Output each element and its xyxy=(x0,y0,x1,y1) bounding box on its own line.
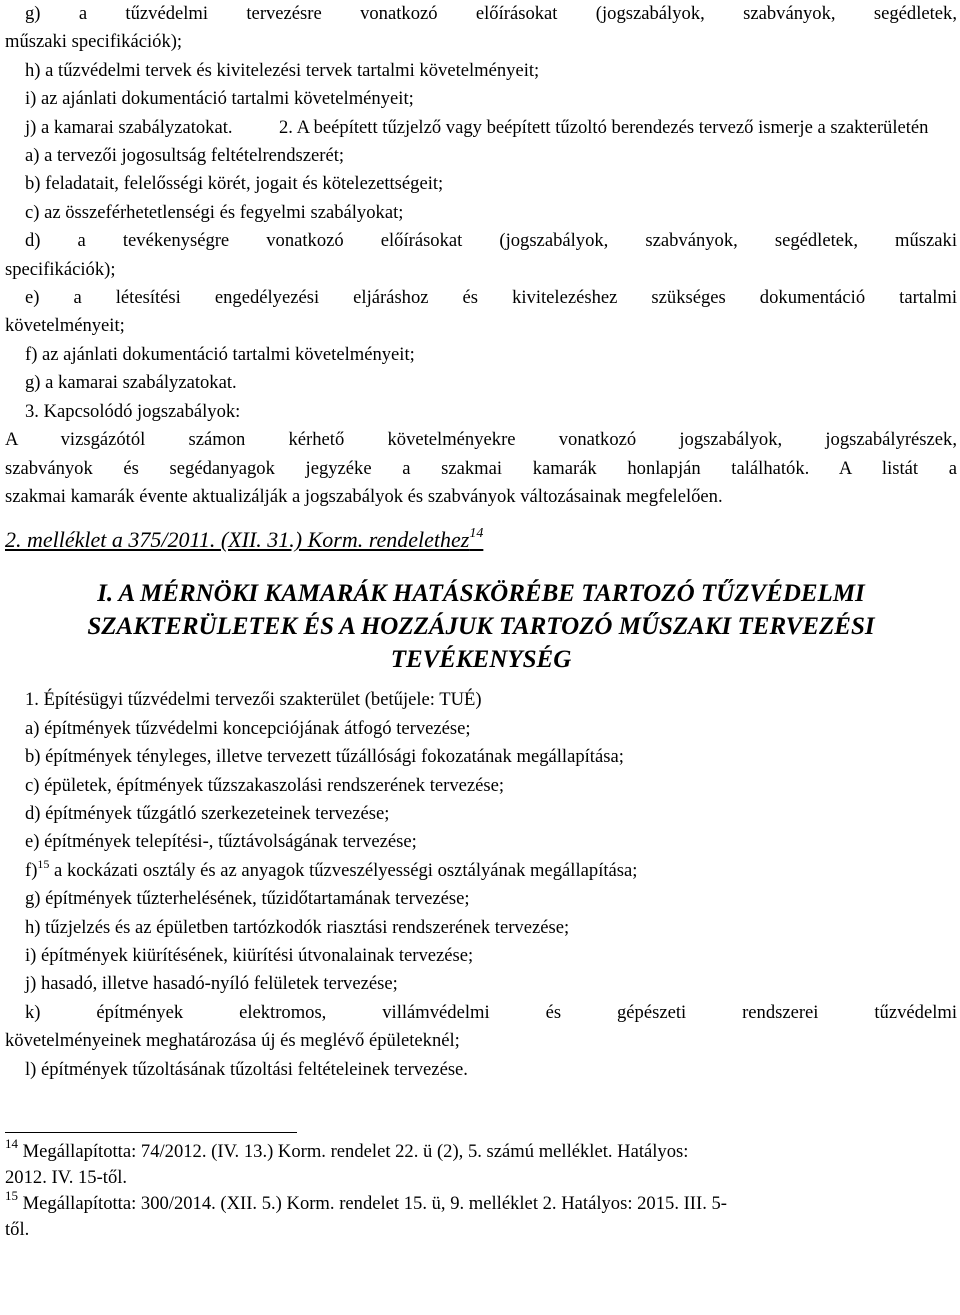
heading-line2: SZAKTERÜLETEK ÉS A HOZZÁJUK TARTOZÓ MŰSZAKI TERVEZÉSI xyxy=(87,613,875,641)
tue-item-l: l) építmények tűzoltásának tűzoltási feltételeinek tervezése. xyxy=(25,1058,468,1080)
tue-item-f-footnote-ref[interactable]: 15 xyxy=(37,856,50,871)
section2-item-f: f) az ajánlati dokumentáció tartalmi követelményeit; xyxy=(25,343,415,365)
tue-item-b: b) építmények tényleges, illetve tervezett tűzállósági fokozatának megállapítása; xyxy=(25,746,624,768)
tue-item-f xyxy=(5,857,957,885)
section2-item-a: a) a tervezői jogosultság feltételrendszerét; xyxy=(25,145,345,167)
tue-item-c: c) épületek, építmények tűzszakaszolási rendszerének tervezése; xyxy=(25,774,505,796)
tue-item-g: g) építmények tűzterhelésének, tűzidőtartamának tervezése; xyxy=(25,888,470,910)
tue-item-f-text: a kockázati osztály és az anyagok tűzveszélyességi osztályának megállapítása; xyxy=(49,859,638,881)
tue-item-e: e) építmények telepítési-, tűztávolságának tervezése; xyxy=(25,831,417,853)
item-g-line1: g) a tűzvédelmi tervezésre vonatkozó előírásokat (jogszabályok, szabványok, segédletek, xyxy=(25,3,957,24)
footnote-14-text: Megállapította: 74/2012. (IV. 13.) Korm. rendelet 22. ü (2), 5. számú melléklet. Hatályos: xyxy=(18,1141,689,1163)
tue-item-i: i) építmények kiürítésének, kiürítési útvonalainak tervezése; xyxy=(25,944,474,966)
item-h: h) a tűzvédelmi tervek és kivitelezési tervek tartalmi követelményeit; xyxy=(25,59,540,81)
tue-item-h: h) tűzjelzés és az épületben tartózkodók riasztási rendszerének tervezése; xyxy=(25,916,570,938)
section3-line3: szakmai kamarák évente aktualizálják a jogszabályok és szabványok változásainak megfelelően. xyxy=(5,485,723,507)
item-g-line2: műszaki specifikációk); xyxy=(5,31,183,53)
footnote-14-number: 14 xyxy=(5,1139,18,1152)
footnote-15-line1 xyxy=(5,1191,957,1217)
item-j: j) a kamarai szabályzatokat. xyxy=(25,116,233,138)
tue-item-d: d) építmények tűzgátló szerkezeteinek tervezése; xyxy=(25,802,390,824)
document-page xyxy=(5,0,957,1243)
footnote-15-number: 15 xyxy=(5,1191,18,1204)
tue-item-a: a) építmények tűzvédelmi koncepciójának átfogó tervezése; xyxy=(25,717,471,739)
footnote-separator xyxy=(5,1132,297,1133)
section3-title: 3. Kapcsolódó jogszabályok: xyxy=(25,400,241,422)
footnote-14-line1 xyxy=(5,1139,957,1165)
section3-line1: A vizsgázótól számon kérhető követelményekre vonatkozó jogszabályok, jogszabályrészek, xyxy=(5,429,957,451)
section2-item-b: b) feladatait, felelősségi körét, jogait és kötelezettségeit; xyxy=(25,173,444,195)
tue-item-j: j) hasadó, illetve hasadó-nyíló felületek tervezése; xyxy=(25,973,398,995)
section3-line2: szabványok és segédanyagok jegyzéke a szakmai kamarák honlapján találhatók. A listát a xyxy=(5,457,957,479)
footnote-15-line2: től. xyxy=(5,1219,30,1241)
heading-line3: TEVÉKENYSÉG xyxy=(390,646,572,674)
footnote-14-line2: 2012. IV. 15-től. xyxy=(5,1167,128,1189)
annex-title xyxy=(5,525,957,555)
annex-title-text: 2. melléklet a 375/2011. (XII. 31.) Korm. rendelethez xyxy=(5,527,470,553)
section2-item-d-line1: d) a tevékenységre vonatkozó előírásokat (jogszabályok, szabványok, segédletek, műszaki xyxy=(25,230,957,252)
tue-item-f-label: f) xyxy=(25,859,38,881)
footnote-15-text: Megállapította: 300/2014. (XII. 5.) Korm. rendelet 15. ü, 9. melléklet 2. Hatályos: 2015. III. 5- xyxy=(18,1193,727,1215)
annex-footnote-ref[interactable]: 14 xyxy=(469,526,484,542)
section2-intro: 2. A beépített tűzjelző vagy beépített tűzoltó berendezés tervező ismerje a szakterületén xyxy=(279,116,929,138)
tue-item-k-line2: követelményeinek meghatározása új és meglévő épületeknél; xyxy=(5,1030,460,1052)
section-heading xyxy=(5,577,957,676)
tue-item-k-line1: k) építmények elektromos, villámvédelmi és gépészeti rendszerei tűzvédelmi xyxy=(25,1001,957,1023)
tue-title: 1. Építésügyi tűzvédelmi tervezői szakterület (betűjele: TUÉ) xyxy=(25,689,482,711)
item-i: i) az ajánlati dokumentáció tartalmi követelményeit; xyxy=(25,88,414,110)
heading-line1: I. A MÉRNÖKI KAMARÁK HATÁSKÖRÉBE TARTOZÓ TŰZVÉDELMI xyxy=(97,580,865,608)
section2-item-e-line2: követelményeit; xyxy=(5,315,125,337)
section2-item-c: c) az összeférhetetlenségi és fegyelmi szabályokat; xyxy=(25,201,404,223)
section2-item-d-line2: specifikációk); xyxy=(5,258,116,280)
section2-item-g: g) a kamarai szabályzatokat. xyxy=(25,372,237,394)
section2-item-e-line1: e) a létesítési engedélyezési eljáráshoz és kivitelezéshez szükséges dokumentáció tartalmi xyxy=(25,287,957,309)
